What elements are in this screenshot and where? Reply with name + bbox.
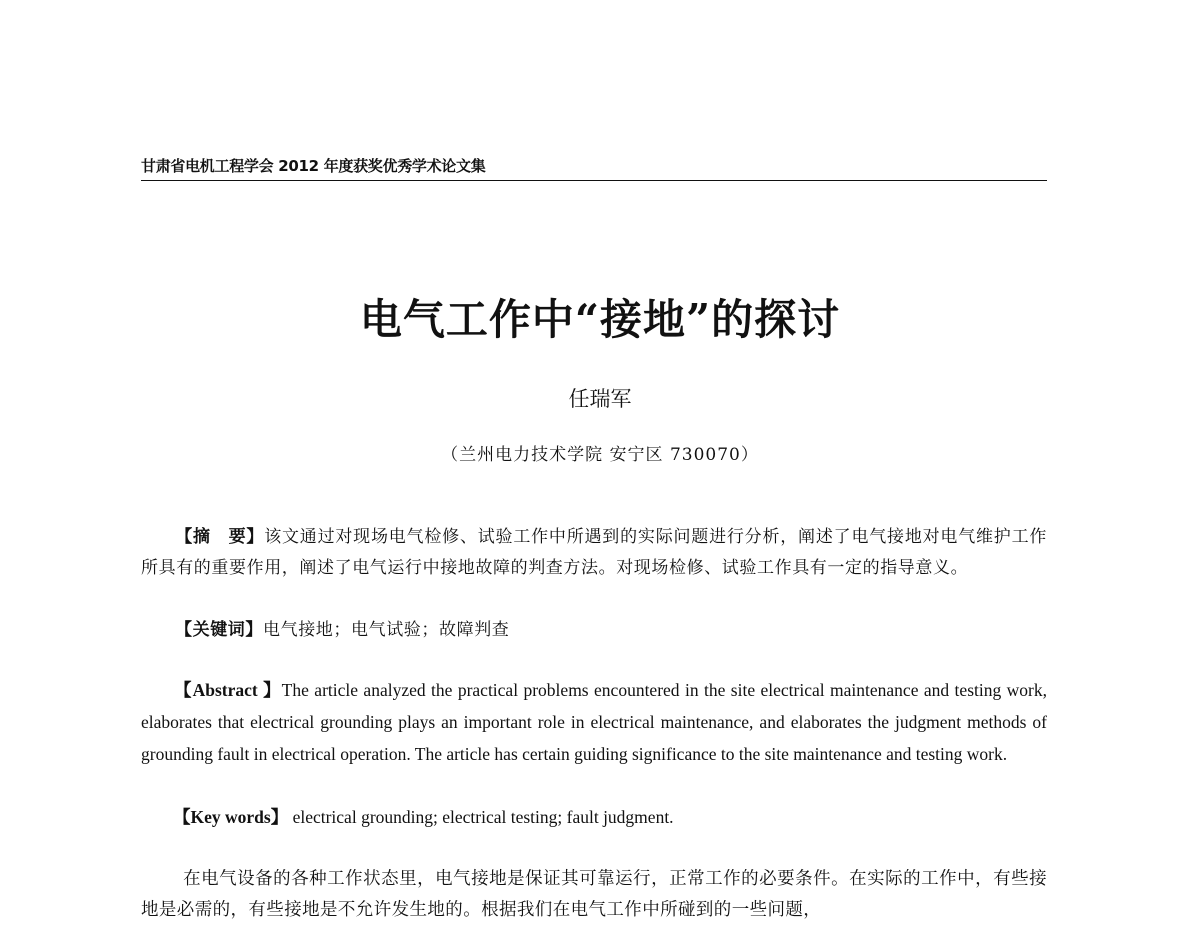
author-name: 任瑞军 <box>568 387 632 411</box>
english-abstract-label: 【Abstract 】 <box>173 680 282 700</box>
english-keywords-text: electrical grounding; electrical testing; fault judgment. <box>292 807 674 827</box>
chinese-abstract <box>141 522 1047 584</box>
body-paragraph-text: 在电气设备的各种工作状态里，电气接地是保证其可靠运行，正常工作的必要条件。在实际的工作中，有些接地是必需的，有些接地是不允许发生地的。根据我们在电气工作中所碰到的一些问题， <box>141 869 1047 920</box>
english-keywords-label: 【Key words】 <box>173 807 289 827</box>
author-affiliation: （兰州电力技术学院 安宁区 730070） <box>441 445 759 465</box>
chinese-keywords-text: 电气接地；电气试验；故障判查 <box>263 620 510 640</box>
english-abstract-text: The article analyzed the practical problems encountered in the site electrical maintenance and testing work, elaborates that electrical grounding plays an important role in electrical maintenance, and elaborates the judgment methods of grounding fault in electrical operation. The article has certain guiding significance to the site maintenance and testing work. <box>141 680 1047 764</box>
chinese-abstract-text: 该文通过对现场电气检修、试验工作中所遇到的实际问题进行分析，阐述了电气接地对电气维护工作所具有的重要作用，阐述了电气运行中接地故障的判查方法。对现场检修、试验工作具有一定的指导意义。 <box>141 527 1048 578</box>
chinese-keywords-label: 【关键词】 <box>175 620 263 640</box>
body-paragraph <box>141 864 1047 926</box>
paper-title: 电气工作中“接地”的探讨 <box>359 295 841 344</box>
english-keywords <box>173 802 1047 833</box>
english-abstract <box>141 674 1047 770</box>
chinese-keywords <box>175 615 1047 646</box>
header-divider <box>141 180 1047 181</box>
running-header: 甘肃省电机工程学会 2012 年度获奖优秀学术论文集 <box>141 157 486 175</box>
chinese-abstract-label: 【摘 要】 <box>175 527 265 547</box>
